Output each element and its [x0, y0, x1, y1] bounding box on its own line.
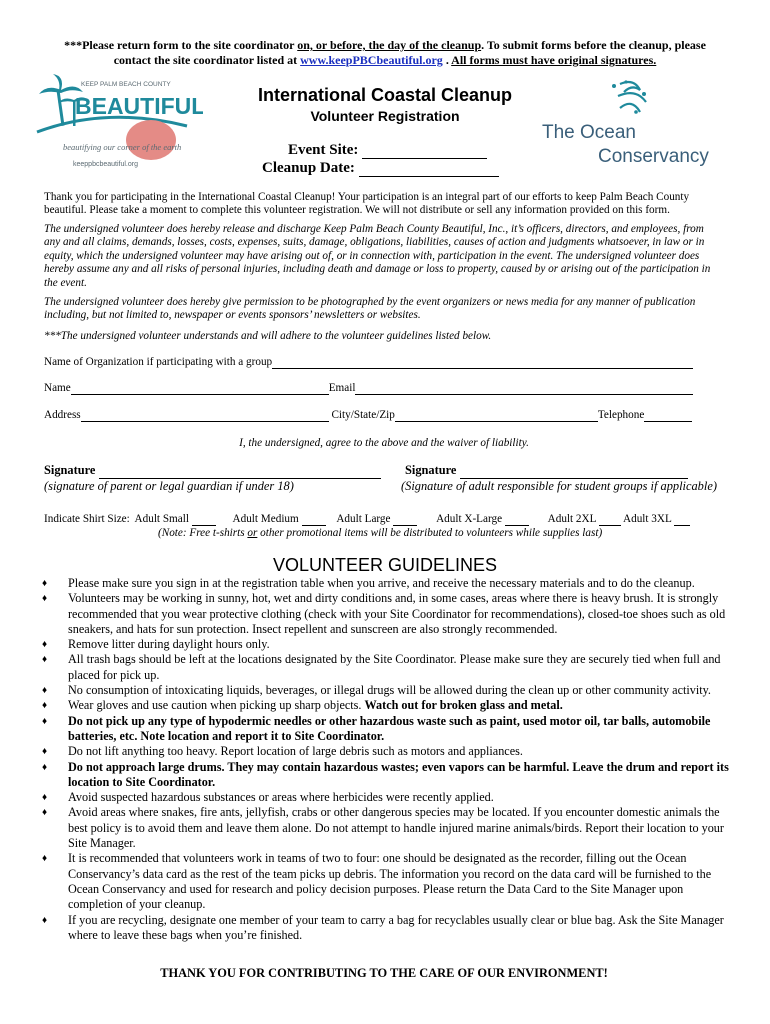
diamond-bullet-icon: ♦: [42, 761, 48, 773]
guideline-text: All trash bags should be left at the locations designated by the Site Coordinator. Please make sure they are securely tied when full and placed for pick up.: [68, 652, 721, 682]
diamond-bullet-icon: ♦: [42, 654, 48, 666]
diamond-bullet-icon: ♦: [42, 715, 48, 727]
guideline-emphasis: Watch out for broken glass and metal.: [364, 698, 563, 713]
ocean-conservancy-logo: [540, 76, 710, 171]
size-medium-label: Adult Medium: [232, 513, 299, 525]
adult-signature-note: (Signature of adult responsible for student groups if applicable): [401, 479, 717, 493]
size-2xl-label: Adult 2XL: [547, 513, 597, 525]
guideline-item: [44, 851, 734, 912]
size-xlarge-label: Adult X-Large: [436, 513, 503, 525]
guideline-text: Avoid suspected hazardous substances or areas where herbicides were recently applied.: [68, 790, 494, 805]
diamond-bullet-icon: ♦: [42, 792, 48, 804]
name-email-row: Name Email: [44, 382, 693, 395]
guidelines-heading: VOLUNTEER GUIDELINES: [272, 555, 498, 575]
diamond-bullet-icon: ♦: [42, 685, 48, 697]
return-notice: ***Please return form to the site coordinator on, or before, the day of the cleanup. To submit forms before the cleanup, please contact the site coordinator listed at www.keepPBCbeautiful.org . All forms must have original signatures.: [64, 38, 706, 67]
diamond-bullet-icon: ♦: [42, 578, 48, 589]
organization-input[interactable]: [272, 356, 693, 369]
diamond-bullet-icon: ♦: [42, 639, 48, 651]
guideline-text: If you are recycling, designate one member of your team to carry a bag for recyclables usually clear or blue bag. Ask the Site Manager where to leave these bags when you’re finished.: [68, 912, 724, 942]
event-site-row: Event Site:: [288, 142, 487, 159]
diamond-bullet-icon: ♦: [42, 853, 48, 865]
size-large-input[interactable]: [393, 513, 417, 526]
waiver-agreement: I, the undersigned, agree to the above and the waiver of liability.: [239, 437, 529, 449]
size-3xl-label: Adult 3XL: [623, 513, 672, 525]
svg-text:The Ocean: The Ocean: [542, 122, 636, 143]
guideline-item: [44, 744, 734, 759]
page-title: International Coastal Cleanup: [257, 85, 513, 105]
size-medium-input[interactable]: [302, 513, 326, 526]
guideline-item: [44, 714, 734, 745]
name-input[interactable]: [71, 382, 329, 395]
size-small-label: Adult Small: [134, 513, 189, 525]
guardian-signature-note: (signature of parent or legal guardian if under 18): [44, 479, 294, 493]
diamond-bullet-icon: ♦: [42, 593, 48, 605]
guideline-text: Do not lift anything too heavy. Report location of large debris such as motors and appliances.: [68, 744, 523, 759]
size-3xl-input[interactable]: [674, 513, 690, 526]
address-row: Address City/State/Zip Telephone: [44, 409, 692, 422]
size-xlarge-input[interactable]: [505, 513, 529, 526]
guideline-item: [44, 652, 734, 683]
guideline-text: It is recommended that volunteers work in teams of two to four: one should be designated as the recorder, filling out the Ocean Conservancy’s data card as the rest of the team picks up debris. The information you record on the data card will be furnished to the Ocean Conservancy and used for research and policy decision purposes. Please return the Data Card to the Site Manager upon completion of your cleanup.: [68, 851, 712, 912]
guideline-emphasis: Do not pick up any type of hypodermic needles or other hazardous waste such as paint, used motor oil, tar balls, automobile batteries, etc. Note location and report it to Site Coordinator.: [68, 713, 711, 743]
guidelines-list: [44, 576, 734, 943]
svg-text:KEEP PALM BEACH COUNTY: KEEP PALM BEACH COUNTY: [81, 81, 171, 88]
size-2xl-input[interactable]: [599, 513, 621, 526]
city-state-zip-input[interactable]: [395, 409, 598, 422]
address-input[interactable]: [81, 409, 329, 422]
guideline-item: [44, 591, 734, 637]
photo-permission-paragraph: The undersigned volunteer does hereby give permission to be photographed by the event organizers or news media for any manner of publication including, but not limited to, newspaper or events sponsors’ newsletters or websites.: [44, 296, 696, 322]
svg-text:Conservancy: Conservancy: [598, 146, 709, 167]
email-input[interactable]: [355, 382, 693, 395]
diamond-bullet-icon: ♦: [42, 700, 48, 712]
guideline-item: [44, 576, 734, 591]
guideline-emphasis: Do not approach large drums. They may contain hazardous wastes; even vapors can be harmful. Leave the drum and report its location to Site Coordinator.: [68, 759, 729, 789]
closing-message: THANK YOU FOR CONTRIBUTING TO THE CARE OF OUR ENVIRONMENT!: [160, 966, 608, 980]
event-site-input[interactable]: [362, 144, 487, 159]
guideline-text: Volunteers may be working in sunny, hot, wet and dirty conditions and, in some cases, areas where there is heavy brush. It is strongly recommended that you wear protective clothing (check with your Site Coordinator for recommendations), closed-toe shoes such as old sneakers, and hats for sun protection. Insect repellent and sunscreen are also strongly recommended.: [68, 591, 726, 636]
svg-text:keeppbcbeautiful.org: keeppbcbeautiful.org: [73, 161, 138, 168]
shirt-note: (Note: Free t-shirts or other promotional items will be distributed to volunteers while supplies last): [158, 527, 603, 539]
guideline-item: [44, 760, 734, 791]
keep-pbc-beautiful-logo: [33, 70, 203, 170]
telephone-input[interactable]: [644, 409, 692, 422]
signature-adult-row: Signature: [405, 463, 688, 479]
guideline-text: No consumption of intoxicating liquids, beverages, or illegal drugs will be allowed during the clean up or other community activity.: [68, 683, 711, 698]
diamond-bullet-icon: ♦: [42, 807, 48, 819]
website-link[interactable]: www.keepPBCbeautiful.org: [300, 53, 443, 67]
shirt-size-row: Indicate Shirt Size: Adult Small Adult Medium Adult Large Adult X-Large Adult 2XL Adult 3XL: [44, 513, 690, 526]
guideline-text: Avoid areas where snakes, fire ants, jellyfish, crabs or other dangerous species may be located. If you encounter domestic animals the best policy is to avoid them and leave them alone. Do not attempt to handle injured marine animals/birds. Report their location to your Site Manager.: [68, 805, 724, 851]
page-subtitle: Volunteer Registration: [310, 108, 460, 124]
guideline-text: Remove litter during daylight hours only.: [68, 637, 270, 652]
guideline-item: [44, 637, 734, 652]
svg-text:beautifying our corner of the: beautifying our corner of the earth: [63, 142, 182, 152]
signature-guardian-row: Signature: [44, 463, 381, 479]
size-large-label: Adult Large: [336, 513, 391, 525]
cleanup-date-row: Cleanup Date:: [262, 160, 499, 177]
adult-signature-input[interactable]: [460, 463, 688, 479]
guardian-signature-input[interactable]: [99, 463, 381, 479]
thank-you-paragraph: Thank you for participating in the International Coastal Cleanup! Your participation is an integral part of our efforts to keep Palm Beach County beautiful. Please take a moment to complete this volunteer registration. We will not distribute or sell any information provided on this form.: [44, 191, 690, 217]
svg-text:BEAUTIFUL: BEAUTIFUL: [75, 93, 203, 119]
guideline-item: [44, 805, 734, 851]
guideline-text: Wear gloves and use caution when picking up sharp objects.: [68, 698, 365, 713]
cleanup-date-input[interactable]: [359, 162, 499, 177]
size-small-input[interactable]: [192, 513, 216, 526]
guideline-item: [44, 913, 734, 944]
guidelines-agreement-paragraph: ***The undersigned volunteer understands and will adhere to the volunteer guidelines listed below.: [44, 330, 492, 342]
guideline-item: [44, 790, 734, 805]
guideline-text: Please make sure you sign in at the registration table when you arrive, and receive the necessary materials and to do the cleanup.: [68, 576, 695, 590]
guideline-item: [44, 698, 734, 713]
diamond-bullet-icon: ♦: [42, 746, 48, 758]
release-paragraph: The undersigned volunteer does hereby release and discharge Keep Palm Beach County Beautiful, Inc., it’s officers, directors, and employees, from any and all claims, demands, losses, costs, expenses, suits, damage, obligations, liabilities, causes of action and judgments whatsoever, in law or in equity, which the undersigned volunteer may have arising out of, or in connection with, participation in the event. The undersigned volunteer does hereby assume any and all risks of personal injuries, including death and damage or loss to property, caused by or arising out of the participation in the event.: [44, 223, 711, 289]
guideline-item: [44, 683, 734, 698]
organization-row: Name of Organization if participating with a group: [44, 356, 693, 369]
diamond-bullet-icon: ♦: [42, 914, 48, 926]
